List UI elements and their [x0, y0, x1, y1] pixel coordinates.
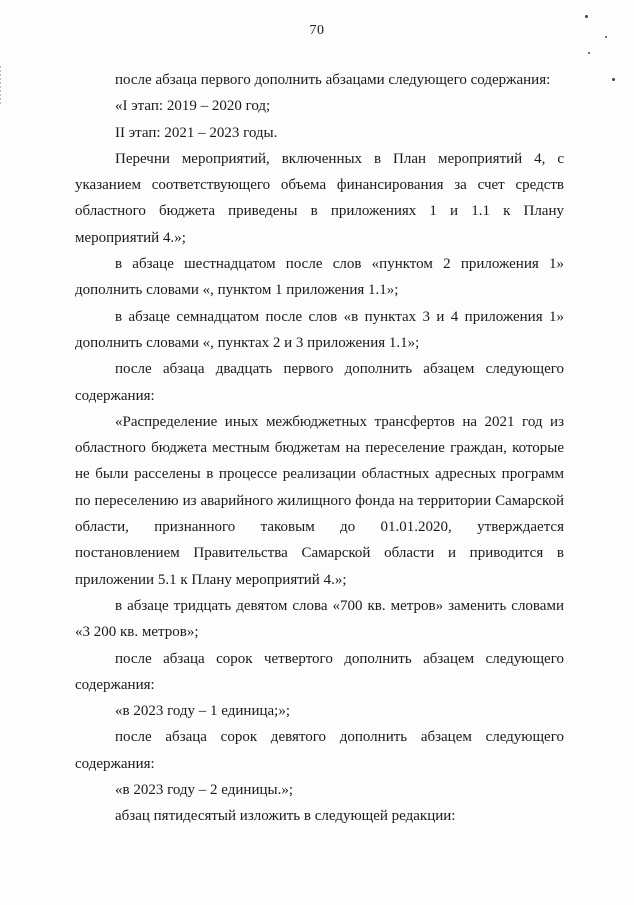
- paragraph: Перечни мероприятий, включенных в План мероприятий 4, с указанием соответствующего объема финансирования за счет средств областного бюджета приведены в приложениях 1 и 1.1 к Плану мероприятий 4.»;: [75, 150, 564, 246]
- paragraph: в абзаце шестнадцатом после слов «пунктом 2 приложения 1» дополнить словами «, пунктом 1 приложения 1.1»;: [75, 256, 564, 299]
- paragraph: после абзаца сорок девятого дополнить абзацем следующего содержания:: [75, 729, 564, 772]
- scan-speck: [612, 78, 615, 81]
- paragraph: абзац пятидесятый изложить в следующей редакции:: [115, 808, 456, 825]
- paragraph: «в 2023 году – 2 единицы.»;: [115, 782, 294, 799]
- paragraph: после абзаца двадцать первого дополнить абзацем следующего содержания:: [75, 361, 564, 404]
- paragraph: «Распределение иных межбюджетных трансфертов на 2021 год из областного бюджета местным бюджетам на переселение граждан, которые не были расселены в процессе реализации областных адресных программ по переселению из аварийного жилищного фонда на территории Самарской области, признанного таковым до 01.01.2020, утверждается постановлением Правительства Самарской области и приводится в приложении 5.1 к Плану мероприятий 4.»;: [75, 413, 564, 588]
- paragraph: после абзаца сорок четвертого дополнить абзацем следующего содержания:: [75, 650, 564, 693]
- paragraph: «I этап: 2019 – 2020 год;: [115, 98, 271, 115]
- paragraph: II этап: 2021 – 2023 годы.: [115, 124, 278, 141]
- scan-speck: [588, 52, 590, 54]
- scan-margin-mark: [0, 66, 1, 106]
- paragraph: в абзаце семнадцатом после слов «в пунктах 3 и 4 приложения 1» дополнить словами «, пунктах 2 и 3 приложения 1.1»;: [75, 308, 564, 351]
- scan-speck: [585, 15, 588, 18]
- paragraph: после абзаца первого дополнить абзацами следующего содержания:: [115, 72, 551, 88]
- paragraph: в абзаце тридцать девятом слова «700 кв. метров» заменить словами «3 200 кв. метров»;: [75, 597, 564, 641]
- document-body: [75, 67, 564, 830]
- page-number: 70: [309, 23, 325, 38]
- paragraph: «в 2023 году – 1 единица;»;: [115, 703, 291, 720]
